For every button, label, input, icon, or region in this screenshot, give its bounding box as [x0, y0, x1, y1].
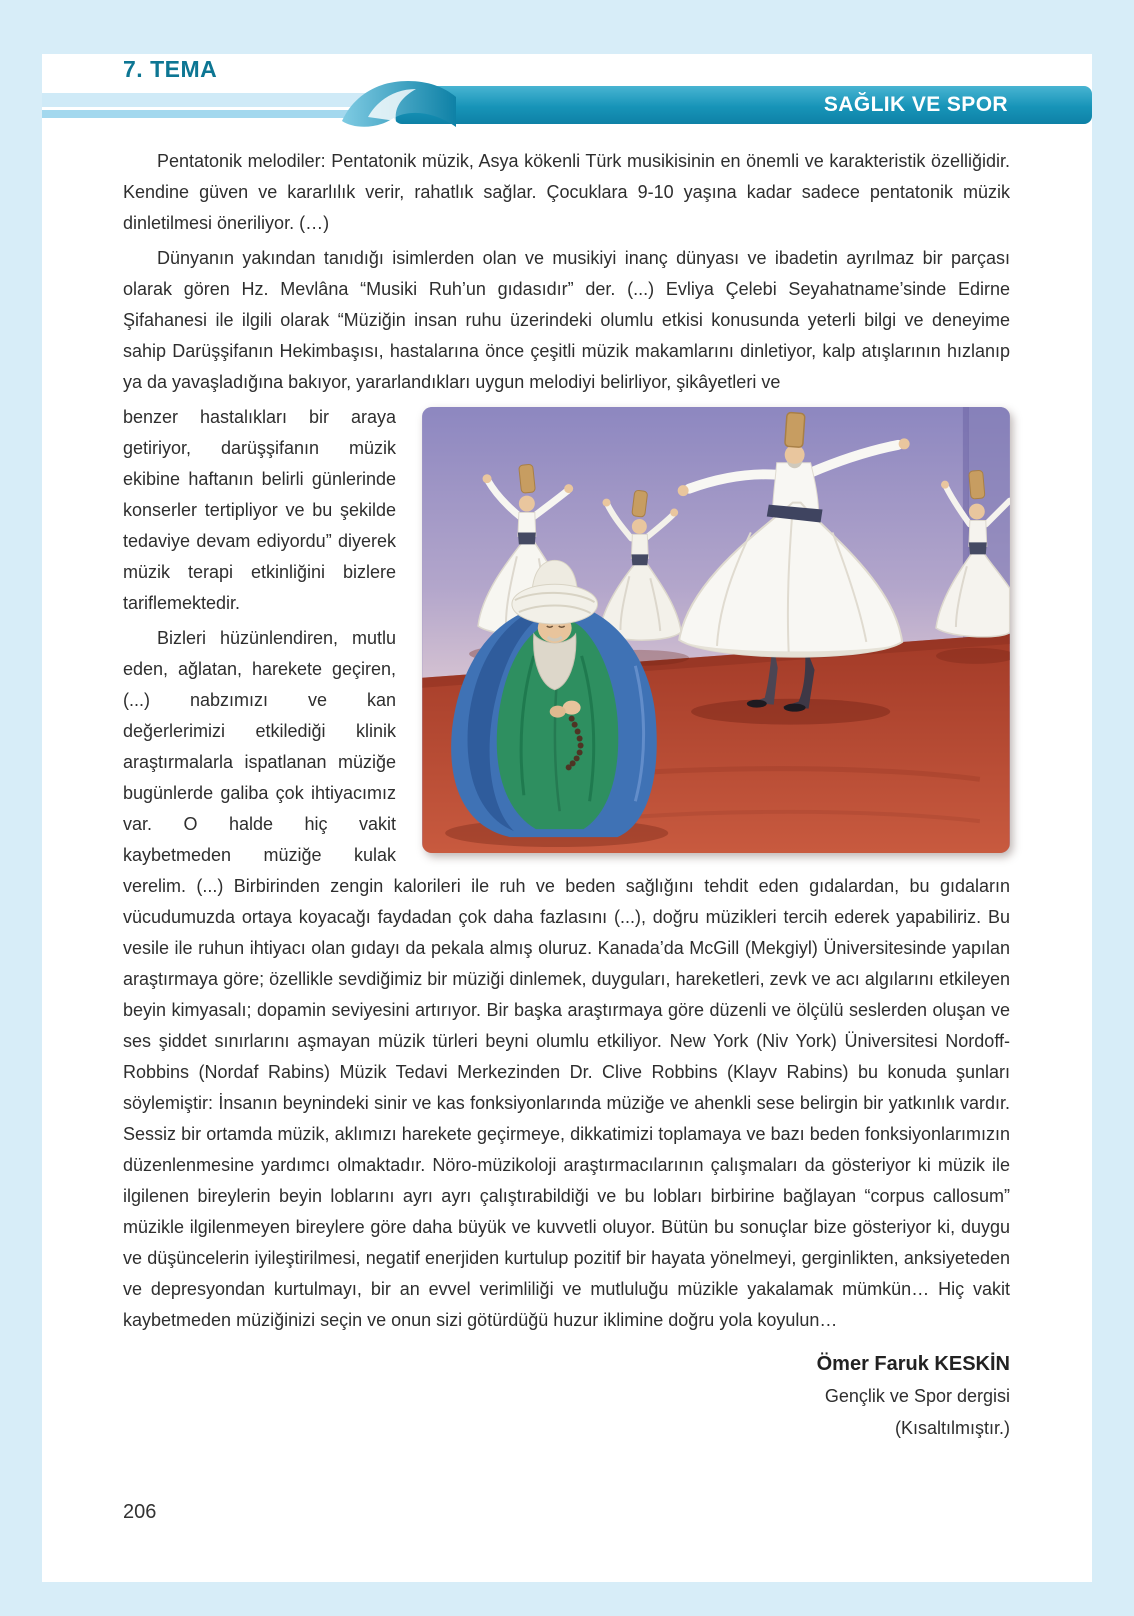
theme-title-bar [394, 86, 1092, 124]
abridged-note: (Kısaltılmıştır.) [894, 1418, 1010, 1438]
whirling-dervishes-scene [422, 407, 1010, 853]
paragraph-3: Bizleri hüzünlendiren, mutlu eden, ağlatan, harekete geçiren, (...) nabzımızı ve kan değerlerimizi etkilediği klinik araştırmalarla ispatlanan müziğe bugünlerde galiba çok ihtiyacımız var. O halde hiç vakit kaybetmeden müziğe kulak verelim. (...) Birbirinden zengin kalorileri ile ruh ve beden sağlığını tehdit eden gıdalardan, bu gıdaların vücudumuzda ortaya koyacağı faydadan çok daha fazlasını (...), doğru müzikleri tercih ederek yapabiliriz. Bu vesile ile ruhun ihtiyacı olan gıdayı da pekala almış oluruz. Kanada’da McGill (Mekgiyl) Üniversitesinde yapılan araştırmaya göre; özellikle sevdiğimiz bir müziği dinlemek, duyguları, hareketleri, zevk ve acı algılarını etkileyen beyin kimyasalı; dopamin seviyesini artırıyor. Bir başka araştırmaya göre düzenli ve ölçülü seslerden oluşan ve ses şiddet sınırlarını aşmayan müzik türleri beyni olumlu etkiliyor. New York (Niv York) Üniversitesi Nordoff-Robbins (Nordaf Rabins) Müzik Tedavi Merkezinden Dr. Clive Robbins (Klayv Rabins) bu konuda şunları söylemiştir: İnsanın beynindeki sinir ve kas fonksiyonlarında müziğe ve ahenkli sese belirgin bir yatkınlık vardır. Sessiz bir ortamda müzik, aklımızı harekete geçirmeye, dikkatimizi toplamaya ve bazı beden fonksiyonlarımızın düzenlenmesine yardımcı olmaktadır. Nöro-müzikoloji araştırmacılarının çalışmaları da gösteriyor ki müzik ile ilgilenen bireylerin beyin loblarını ayrı ayrı çalıştırabildiği ve bu lobları birbirine bağlayan “corpus callosum” müzikle ilgilenmeyen bireylere göre daha büyük ve kuvvetli oluyor. Bütün bu sonuçlar bize gösteriyor ki, duygu ve düşüncelerin iyileştirilmesi, negatif enerjiden kurtulup pozitif bir hayata yönelmeyi, gerginlikten, anksiyeteden ve depresyondan kurtulmayı, bir an evvel verimliliği ve mutluluğu müzikle yakalamak mümkün… Hiç vakit kaybetmeden müziğinizi seçin ve onun sizi götürdüğü huzur iklimine doğru yola koyulun… [123, 628, 1010, 1330]
page-content [42, 54, 1092, 1582]
paragraph-2-start: Dünyanın yakından tanıdığı isimlerden olan ve musikiyi inanç dünyası ve ibadetin ayrılmaz bir parçası olarak gören Hz. Mevlâna “Musiki Ruh’un gıdasıdır” der. (...) Evliya Çelebi Seyahatname’sinde Edirne Şifahanesi ile ilgili olarak “Müziğin insan ruhu üzerindeki olumlu etkisi konusunda yeterli bilgi ve deneyime sahip Darüşşifanın Hekimbaşısı, hastalarına önce çeşitli müzik makamlarını dinletiyor, kalp atışlarının hızlanıp ya da yavaşladığına bakıyor, yararlandıkları uygun melodiyi belirliyor, şikâyetleri ve [123, 248, 1010, 392]
author-name: Ömer Faruk KESKİN [816, 1353, 1010, 1375]
article-flow [123, 243, 1010, 1444]
dervish-illustration [422, 407, 1010, 853]
theme-header-band [42, 86, 1092, 130]
paragraph-1: Pentatonik melodiler: Pentatonik müzik, Asya kökenli Türk musikisinin en önemli ve karakteristik özelliğidir. Kendine güven ve kararlılık verir, rahatlık sağlar. Çocuklara 9-10 yaşına kadar sadece pentatonik müzik dinletilmesi öneriliyor. (…) [123, 151, 1010, 233]
article-body [123, 146, 1010, 1444]
page-number: 206 [123, 1501, 157, 1523]
theme-title: SAĞLIK VE SPOR [823, 93, 1008, 116]
wave-swoosh-icon [338, 77, 458, 135]
attribution-block [123, 1348, 1010, 1444]
theme-number-label: 7. TEMA [123, 56, 218, 82]
paragraph-2-continued: benzer hastalıkları bir araya getiriyor, darüşşifanın müzik ekibine haftanın belirli günlerinde konserler tertipliyor ve bu şekilde tedaviye devam ediyordu” diyerek müzik terapi etkinliğini bizlere tariflemektedir. [123, 407, 396, 613]
source-name: Gençlik ve Spor dergisi [824, 1386, 1010, 1406]
